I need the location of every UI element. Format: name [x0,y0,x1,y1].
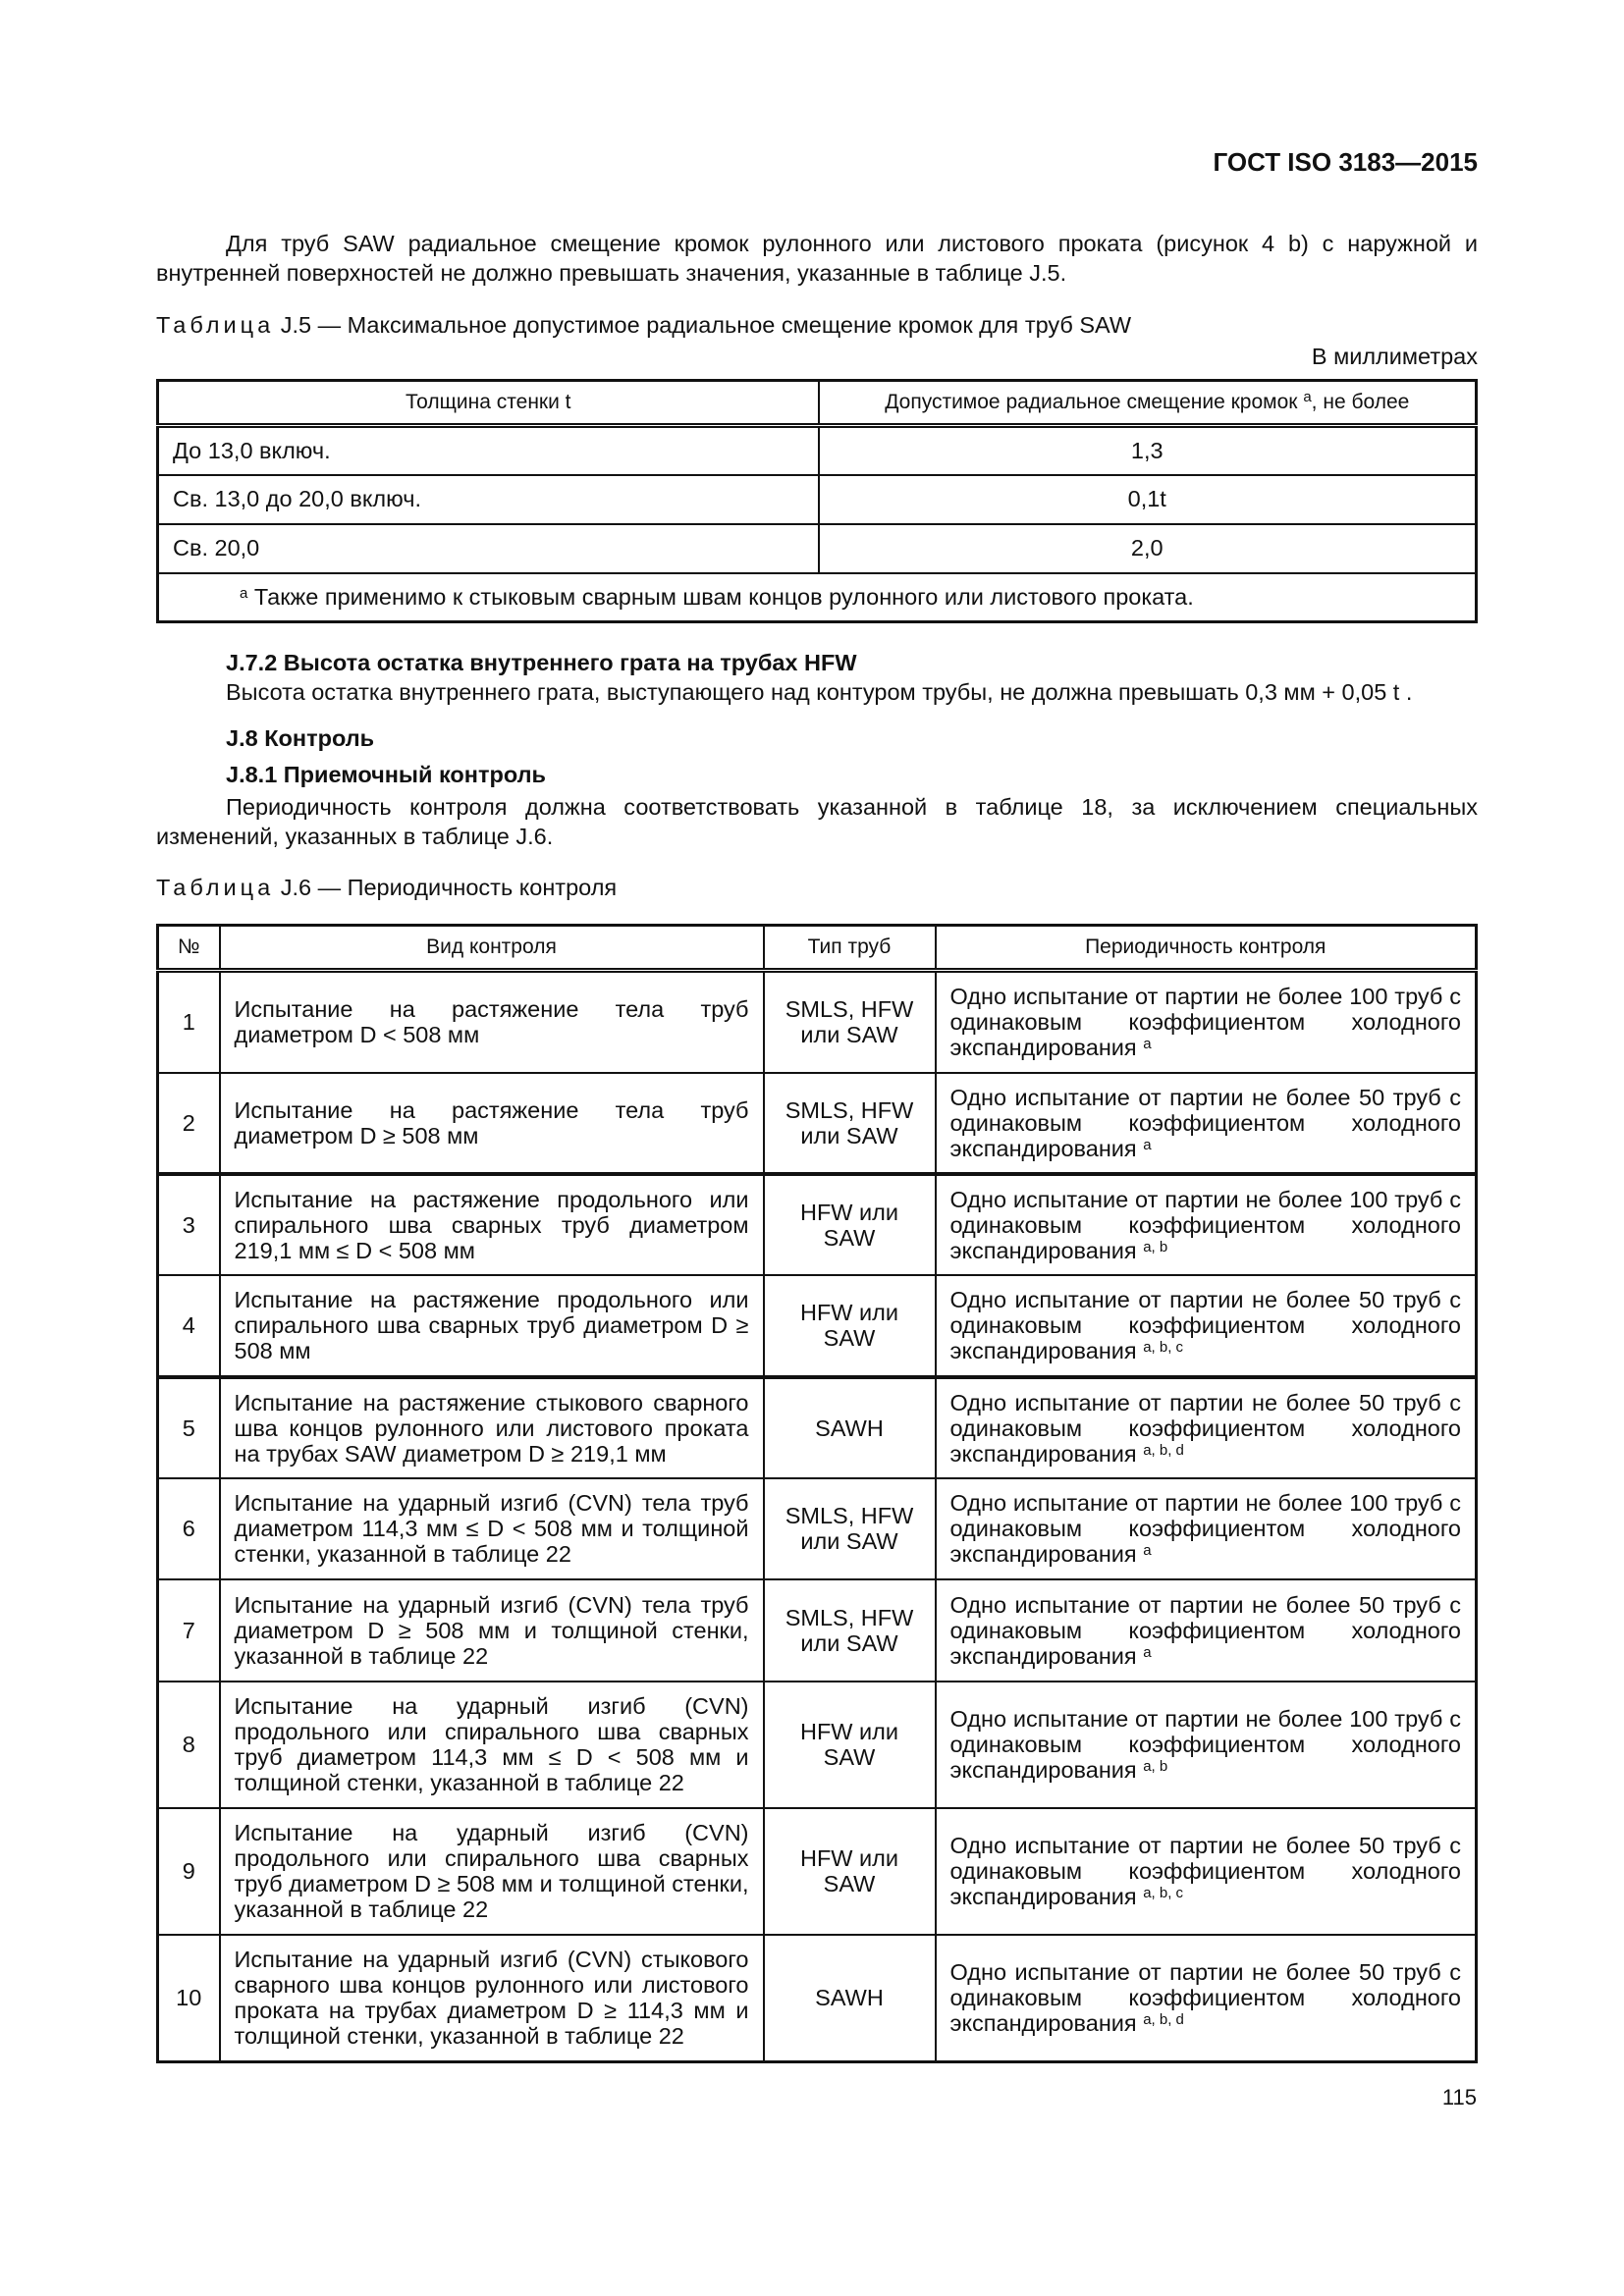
row-number: 9 [158,1808,220,1935]
footnote-refs: a [1143,1542,1152,1559]
table-row [158,1073,1477,1174]
row-number: 4 [158,1275,220,1377]
pipe-type: HFW или SAW [764,1682,936,1808]
col-header: Тип труб [764,926,936,971]
control-kind: Испытание на растяжение продольного или спирального шва сварных труб диаметром D ≥ 508 мм [220,1275,764,1377]
document-header: ГОСТ ISO 3183—2015 [1213,147,1478,177]
control-kind: Испытание на растяжение тела труб диаметром D < 508 мм [220,971,764,1073]
control-kind: Испытание на растяжение стыкового сварного шва концов рулонного или листового проката на трубах SAW диаметром D ≥ 219,1 мм [220,1377,764,1478]
control-kind: Испытание на ударный изгиб (CVN) тела труб диаметром 114,3 мм ≤ D < 508 мм и толщиной стенки, указанной в таблице 22 [220,1478,764,1579]
row-number: 3 [158,1174,220,1275]
control-frequency: Одно испытание от партии не более 100 труб с одинаковым коэффициентом холодного экспандирования $^a$ [936,1478,1477,1579]
row-number: 8 [158,1682,220,1808]
control-kind: Испытание на ударный изгиб (CVN) продольного или спирального шва сварных труб диаметром D ≥ 508 мм и толщиной стенки, указанной в таблице 22 [220,1808,764,1935]
table-j6-caption [156,875,617,901]
table-row [158,1579,1477,1682]
control-frequency: Одно испытание от партии не более 100 труб с одинаковым коэффициентом холодного экспандирования $^{a, b}$ [936,1174,1477,1275]
table-row [158,1275,1477,1377]
control-frequency: Одно испытание от партии не более 50 труб с одинаковым коэффициентом холодного экспандирования $^{a, b, c}$ [936,1275,1477,1377]
control-frequency: Одно испытание от партии не более 100 труб с одинаковым коэффициентом холодного экспандирования $^{a, b}$ [936,1682,1477,1808]
table-row [158,1808,1477,1935]
col-header: Вид контроля [220,926,764,971]
row-number: 6 [158,1478,220,1579]
control-frequency: Одно испытание от партии не более 100 труб с одинаковым коэффициентом холодного экспандирования $^a$ [936,971,1477,1073]
row-number: 5 [158,1377,220,1478]
caption-text: J.5 — Максимальное допустимое радиальное смещение кромок для труб SAW [280,312,1132,338]
footnote-refs: a, b [1143,1758,1168,1775]
caption-word: Таблица [156,875,275,900]
caption-word: Таблица [156,312,275,338]
pipe-type: SAWH [764,1935,936,2062]
units-note: В миллиметрах [1311,344,1478,369]
caption-text: J.6 — Периодичность контроля [280,875,618,900]
table-j5 [156,379,1478,623]
table-row [158,1377,1477,1478]
table-row: До 13,0 включ. 1,3 [158,426,1477,475]
pipe-type: HFW или SAW [764,1275,936,1377]
pipe-type: SMLS, HFW или SAW [764,1579,936,1682]
footnote-refs: a [1143,1136,1152,1153]
control-kind: Испытание на растяжение тела труб диаметром D ≥ 508 мм [220,1073,764,1174]
pipe-type: HFW или SAW [764,1808,936,1935]
section-j8-heading: J.8 Контроль [226,725,375,751]
table-row [158,1682,1477,1808]
control-kind: Испытание на растяжение продольного или спирального шва сварных труб диаметром 219,1 мм ≤ D < 508 мм [220,1174,764,1275]
row-number: 2 [158,1073,220,1174]
table-j5-caption [156,312,1131,339]
row-number: 10 [158,1935,220,2062]
col-header: Толщина стенки t [158,381,819,426]
col-header: Допустимое радиальное смещение кромок $^a$, не более [819,381,1477,426]
control-kind: Испытание на ударный изгиб (CVN) стыкового сварного шва концов рулонного или листового проката на трубах диаметром D ≥ 114,3 мм и толщиной стенки, указанной в таблице 22 [220,1935,764,2062]
control-frequency: Одно испытание от партии не более 50 труб с одинаковым коэффициентом холодного экспандирования $^a$ [936,1073,1477,1174]
control-frequency: Одно испытание от партии не более 50 труб с одинаковым коэффициентом холодного экспандирования $^{a, b, d}$ [936,1377,1477,1478]
control-kind: Испытание на ударный изгиб (CVN) тела труб диаметром D ≥ 508 мм и толщиной стенки, указанной в таблице 22 [220,1579,764,1682]
control-kind: Испытание на ударный изгиб (CVN) продольного или спирального шва сварных труб диаметром 114,3 мм ≤ D < 508 мм и толщиной стенки, указанной в таблице 22 [220,1682,764,1808]
pipe-type: SAWH [764,1377,936,1478]
footnote-refs: a, b [1143,1238,1168,1255]
page-number: 115 [1441,2085,1477,2109]
footnote-refs: a, b, c [1143,1339,1184,1356]
control-frequency: Одно испытание от партии не более 50 труб с одинаковым коэффициентом холодного экспандирования $^{a, b, c}$ [936,1808,1477,1935]
control-frequency: Одно испытание от партии не более 50 труб с одинаковым коэффициентом холодного экспандирования $^a$ [936,1579,1477,1682]
section-j72-heading: J.7.2 Высота остатка внутреннего грата на трубах HFW [226,650,857,675]
section-j72-text: Высота остатка внутреннего грата, выступающего над контуром трубы, не должна превышать 0,3 мм + 0,05 t . [226,679,1413,705]
row-number: 1 [158,971,220,1073]
pipe-type: SMLS, HFW или SAW [764,971,936,1073]
table-footnote: $^a$ Также применимо к стыковым сварным швам концов рулонного или листового проката. [158,573,1477,622]
table-row [158,971,1477,1073]
footnote-refs: a, b, d [1143,2011,1184,2029]
footnote-refs: a, b, d [1143,1441,1184,1459]
pipe-type: SMLS, HFW или SAW [764,1073,936,1174]
table-row: Св. 13,0 до 20,0 включ. 0,1t [158,475,1477,524]
table-row [158,1478,1477,1579]
footnote-refs: a [1143,1643,1152,1661]
col-header: Периодичность контроля [936,926,1477,971]
intro-paragraph: Для труб SAW радиальное смещение кромок рулонного или листового проката (рисунок 4 b) с наружной и внутренней поверхностей не должно превышать значения, указанные в таблице J.5. [156,231,1478,286]
table-row [158,1174,1477,1275]
pipe-type: SMLS, HFW или SAW [764,1478,936,1579]
pipe-type: HFW или SAW [764,1174,936,1275]
table-row [158,1935,1477,2062]
footnote-refs: a, b, c [1143,1885,1184,1901]
table-j6 [156,924,1478,2063]
section-j81-text: Периодичность контроля должна соответствовать указанной в таблице 18, за исключением специальных изменений, указанных в таблице J.6. [156,794,1478,849]
row-number: 7 [158,1579,220,1682]
col-header: № [158,926,220,971]
footnote-refs: a [1143,1036,1152,1053]
table-row: Св. 20,0 2,0 [158,524,1477,573]
section-j81-heading: J.8.1 Приемочный контроль [226,762,546,787]
control-frequency: Одно испытание от партии не более 50 труб с одинаковым коэффициентом холодного экспандирования $^{a, b, d}$ [936,1935,1477,2062]
